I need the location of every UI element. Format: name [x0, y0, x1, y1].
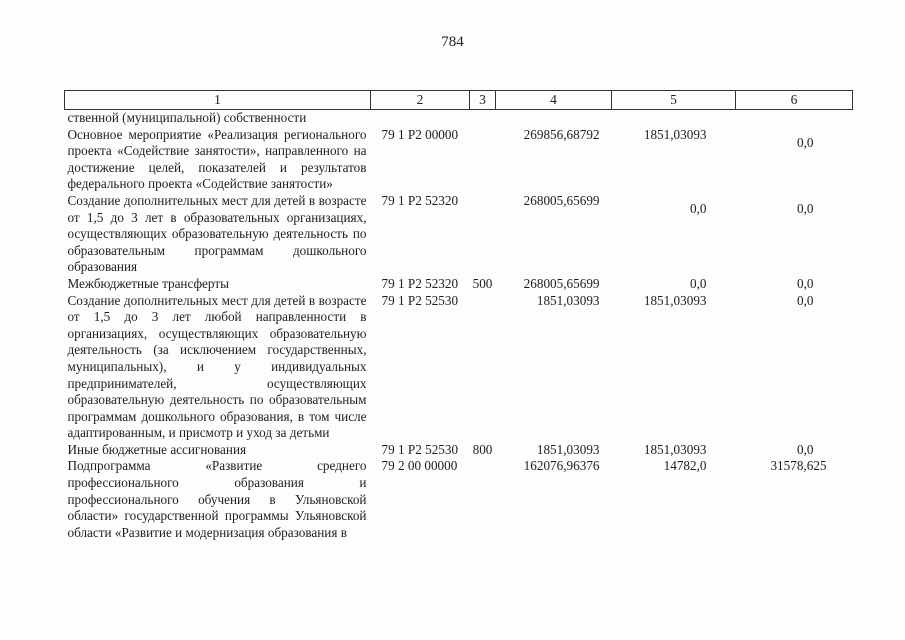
- column-header-1: 1: [65, 91, 371, 110]
- row-value-5: 1851,03093: [643, 441, 707, 457]
- row-value-4: 1851,03093: [536, 441, 600, 457]
- row-kvr: [470, 293, 496, 442]
- row-code: 79 1 P2 52530: [381, 292, 459, 308]
- row-kvr: [470, 193, 496, 276]
- row-value-6: 0,0: [797, 134, 814, 150]
- row-value-6: 0,0: [797, 292, 814, 308]
- table-row: [65, 193, 853, 276]
- table-row: [65, 110, 853, 127]
- row-name: ственной (муниципальной) собственности: [67, 110, 307, 125]
- row-value-5: 14782,0: [663, 458, 707, 474]
- row-kvr: 500: [472, 275, 493, 291]
- row-name: Основное мероприятие «Реализация регионального проекта «Содействие занятости», направленного на достижение целей, показателей и результатов федерального проекта «Содействие занятости»: [67, 126, 367, 192]
- table-row: [65, 458, 853, 541]
- row-code: 79 1 P2 52530: [381, 441, 459, 457]
- row-value-5: 1851,03093: [643, 126, 707, 142]
- row-kvr: [470, 458, 496, 541]
- row-value-4: 268005,65699: [523, 275, 600, 291]
- row-name: Межбюджетные трансферты: [67, 275, 229, 291]
- column-header-3: 3: [470, 91, 496, 110]
- table-row: [65, 276, 853, 293]
- budget-table: [64, 90, 852, 541]
- row-code: 79 1 P2 52320: [381, 192, 459, 208]
- row-value-4: [496, 110, 612, 127]
- row-value-6: 0,0: [797, 441, 814, 457]
- column-header-6: 6: [736, 91, 853, 110]
- row-code: 79 2 00 00000: [381, 458, 458, 474]
- row-value-4: 162076,96376: [523, 458, 600, 474]
- row-value-4: 268005,65699: [523, 192, 600, 208]
- row-kvr: 800: [472, 441, 493, 457]
- row-value-6: 31578,625: [770, 458, 827, 474]
- row-value-6: [736, 110, 853, 127]
- row-value-5: 0,0: [690, 200, 707, 216]
- row-name: Иные бюджетные ассигнования: [67, 441, 247, 457]
- row-name: Создание дополнительных мест для детей в возрасте от 1,5 до 3 лет любой направленности в организациях, осуществляющих образовательную деятельность (за исключением государственных, муниципальных), и у индивидуальных предпринимателей, осуществляющих образовательную деятельность по образовательным программам дошкольного образования, в том числе адаптированным, и присмотр и уход за детьми: [67, 292, 367, 441]
- row-value-4: 269856,68792: [523, 126, 600, 142]
- row-value-4: 1851,03093: [536, 292, 600, 308]
- row-value-5: [612, 110, 736, 127]
- row-value-6: 0,0: [797, 200, 814, 216]
- row-value-5: 0,0: [690, 275, 707, 291]
- row-value-5: 1851,03093: [643, 292, 707, 308]
- page-number: 784: [441, 34, 464, 50]
- column-header-2: 2: [371, 91, 470, 110]
- row-code: 79 1 P2 52320: [381, 275, 459, 291]
- column-header-4: 4: [496, 91, 612, 110]
- row-kvr: [470, 110, 496, 127]
- row-name: Создание дополнительных мест для детей в возрасте от 1,5 до 3 лет в образовательных организациях, осуществляющих образовательную деятельность по образовательным программам дошкольного образования: [67, 192, 367, 275]
- table-header-row: [65, 91, 853, 110]
- table-row: [65, 293, 853, 442]
- row-value-6: 0,0: [797, 275, 814, 291]
- row-code: 79 1 P2 00000: [381, 126, 459, 142]
- row-kvr: [470, 127, 496, 193]
- table-row: [65, 127, 853, 193]
- column-header-5: 5: [612, 91, 736, 110]
- table-row: [65, 442, 853, 459]
- row-name: Подпрограмма «Развитие среднего профессионального образования и профессионального обучения в Ульяновской области» государственной программы Ульяновской области «Развитие и модернизация образования в: [67, 458, 367, 540]
- row-code: [371, 110, 470, 127]
